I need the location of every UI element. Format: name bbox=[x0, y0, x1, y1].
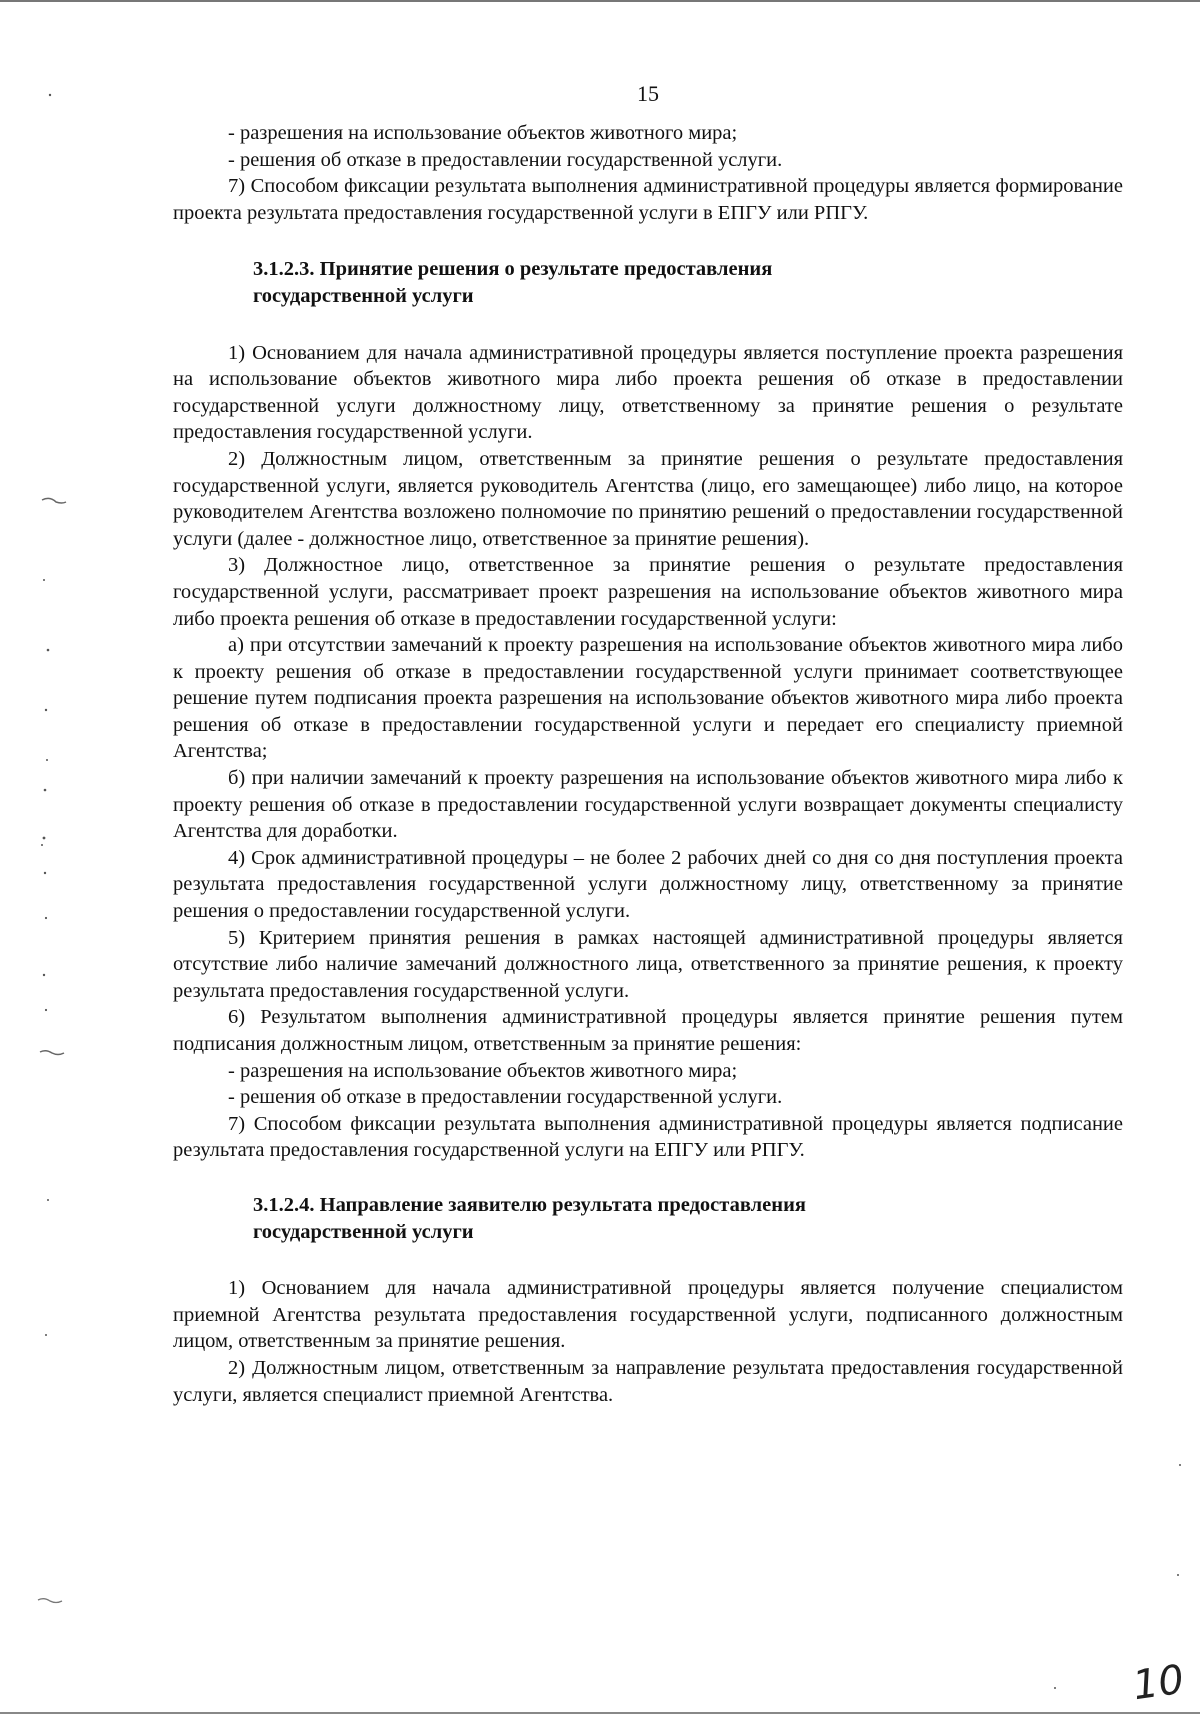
paragraph: 7) Способом фиксации результата выполнения административной процедуры является подписание результата предоставления государственной услуги на ЕПГУ или РПГУ. bbox=[173, 1112, 1123, 1162]
paragraph: а) при отсутствии замечаний к проекту разрешения на использование объектов животного мира либо к проекту решения об отказе в предоставлении государственной услуги принимает соответствующее решение путем подписания проекта разрешения на использование объектов животного мира либо проекта решения об отказе в предоставлении государственной услуги и передает его специалисту приемной Агентства; bbox=[173, 634, 1123, 763]
paragraph: б) при наличии замечаний к проекту разрешения на использование объектов животного мира либо к проекту решения об отказе в предоставлении государственной услуги возвращает документы специалисту Агентства для доработки. bbox=[173, 767, 1123, 843]
section-heading-3-1-2-4 bbox=[173, 1192, 1123, 1245]
paragraph: 4) Срок административной процедуры – не более 2 рабочих дней со дня со дня поступления проекта результата предоставления государственной услуги должностному лицу, ответственному за принятие решения о предоставлении государственной услуги. bbox=[173, 846, 1123, 923]
page-number: 15 bbox=[637, 81, 659, 106]
list-item-dash: - решения об отказе в предоставлении государственной услуги. bbox=[228, 1086, 783, 1109]
document-body bbox=[173, 120, 1123, 1408]
paragraph: 2) Должностным лицом, ответственным за направление результата предоставления государственной услуги, является специалист приемной Агентства. bbox=[173, 1356, 1123, 1406]
paragraph: 3) Должностное лицо, ответственное за принятие решения о результате предоставления государственной услуги, рассматривает проект разрешения на использование объектов животного мира либо проекта решения об отказе в предоставлении государственной услуги: bbox=[173, 554, 1123, 630]
list-item-dash: - разрешения на использование объектов животного мира; bbox=[228, 122, 738, 144]
paragraph: 1) Основанием для начала административной процедуры является поступление проекта разрешения на использование объектов животного мира либо проекта решения об отказе в предоставлении государственной услуги должностному лицу, ответственному за принятие решения о результате предоставления государственной услуги. bbox=[173, 341, 1123, 444]
section-heading-line: 3.1.2.4. Направление заявителю результата предоставления bbox=[253, 1193, 806, 1216]
section-heading-line: государственной услуги bbox=[253, 284, 474, 307]
section-heading-line: 3.1.2.3. Принятие решения о результате предоставления bbox=[253, 258, 773, 281]
scan-edge-bottom bbox=[0, 1712, 1200, 1714]
paragraph: 6) Результатом выполнения административной процедуры является принятие решения путем подписания должностным лицом, ответственным за принятие решения: bbox=[173, 1006, 1123, 1055]
paragraph: 1) Основанием для начала административной процедуры является получение специалистом приемной Агентства результата предоставления государственной услуги, подписанного должностным лицом, ответственным за принятие решения. bbox=[173, 1277, 1123, 1353]
paragraph: 7) Способом фиксации результата выполнения административной процедуры является формирование проекта результата предоставления государственной услуги в ЕПГУ или РПГУ. bbox=[173, 175, 1123, 224]
handwritten-page-mark: 10 bbox=[1130, 1656, 1187, 1710]
paragraph: 2) Должностным лицом, ответственным за принятие решения о результате предоставления государственной услуги, является руководитель Агентства (лицо, его замещающее) либо лицо, на которое руководителем Агентства возложено полномочие по принятию решений о предоставлении государственной услуги (далее - должностное лицо, ответственное за принятие решения). bbox=[173, 447, 1123, 550]
section-heading-3-1-2-3 bbox=[173, 256, 1123, 309]
paragraph: 5) Критерием принятия решения в рамках настоящей административной процедуры является отсутствие либо наличие замечаний должностного лица, ответственного за принятие решения, к проекту результата предоставления государственной услуги. bbox=[173, 926, 1123, 1002]
list-item-dash: - решения об отказе в предоставлении государственной услуги. bbox=[228, 148, 783, 171]
section-heading-line: государственной услуги bbox=[253, 1220, 474, 1243]
list-item-dash: - разрешения на использование объектов животного мира; bbox=[228, 1059, 738, 1082]
